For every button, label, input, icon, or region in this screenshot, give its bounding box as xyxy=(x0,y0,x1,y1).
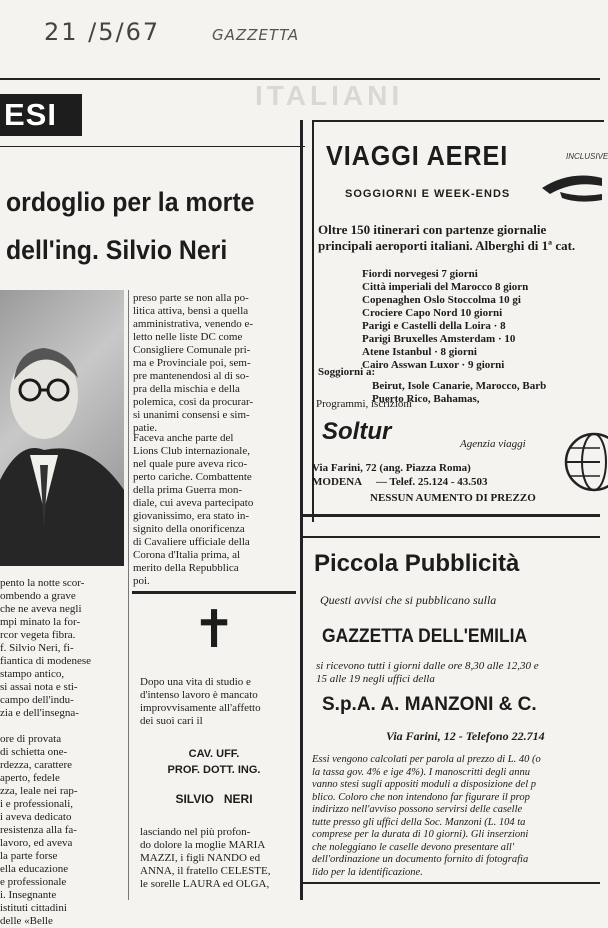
tour-item: Parigi e Castelli della Loira · 8 xyxy=(362,320,506,332)
article-left-column: pento la notte scor- ombendo a grave che ne aveva negli mpi minato la for- rcor vegeta fibra. f. Silvio Neri, fi- fiantica di modenese stampo antico, si assai nota e sti- campo dell'indu- zia e dell'insegna- ore di provata di schietta one- rdezza, carattere aperto, fedele zza, leale nei rap- i e professionali, i aveva dedicato resistenza alla fa- lavoro, ed aveva la parte forse ella educazione e professionale i. Insegnante istituti cittadini delle «Belle xyxy=(0,577,92,927)
tour-item: Atene Istanbul · 8 giorni xyxy=(362,346,477,358)
obituary-title1: CAV. UFF. xyxy=(188,748,240,760)
obituary-name: SILVIO NERI xyxy=(175,792,253,806)
programmi-text: Programmi, iscrizioni xyxy=(316,398,412,410)
tour-item: Parigi Bruxelles Amsterdam · 10 xyxy=(362,333,516,345)
soggiorni-label: Soggiorni a: xyxy=(318,366,376,378)
portrait-figure xyxy=(0,290,124,566)
tour-item: Copenaghen Oslo Stoccolma 10 gi xyxy=(362,294,521,306)
classifieds-address: Via Farini, 12 - Telefono 22.714 xyxy=(386,729,545,743)
bottom-rule xyxy=(300,882,600,884)
classifieds-paper: GAZZETTA DELL'EMILIA xyxy=(322,626,528,647)
classifieds-hours: si ricevono tutti i giorni dalle ore 8,30 alle 12,30 e 15 alle 19 negli uffici della xyxy=(316,660,539,685)
tour-list xyxy=(362,268,528,372)
travel-ad-city: MODENA xyxy=(312,476,363,488)
soggiorni-list: Beirut, Isole Canarie, Marocco, Barb Puerto Rico, Bahamas, xyxy=(372,380,547,405)
classifieds-company: S.p.A. A. MANZONI & C. xyxy=(322,694,537,715)
obituary-title2: PROF. DOTT. ING. xyxy=(167,764,261,776)
obituary-top-rule xyxy=(132,591,296,594)
airplane-logo-icon xyxy=(540,164,602,208)
travel-ad-address: Via Farini, 72 (ang. Piazza Roma) xyxy=(312,462,471,474)
handwritten-date: 21 /5/67 xyxy=(44,18,161,46)
agency-label: Agenzia viaggi xyxy=(460,438,526,450)
classifieds-intro: Questi avvisi che si pubblicano sulla xyxy=(320,593,497,607)
classifieds-terms: Essi vengono calcolati per parola al prezzo di L. 40 (o la tassa gov. 4% e ige 4%). I manoscritti degli annu vanno stesi sugli appositi moduli a disposizione del p blico. Coloro che non intendono far figurare il prop indirizzo nell'avviso possono servirsi delle caselle tutte presso gli uffici della Soc. Manzoni (L. 104 ta comprese per la durata di 10 giorni). Gli inserzioni che noleggiano le caselle devono presentare all' dell'ordinazione un documento fornito di fotografia lido per la identificazione. xyxy=(312,754,541,878)
tour-item: Fiordi norvegesi 7 giorni xyxy=(362,268,478,280)
handwritten-source: GAZZETTA xyxy=(212,26,300,44)
ad-separator xyxy=(300,514,600,517)
cross-icon: ✝ xyxy=(192,602,236,659)
section-header: ESI xyxy=(4,97,57,132)
travel-ad-title: VIAGGI AEREI xyxy=(326,140,509,171)
soltur-brand: Soltur xyxy=(322,418,392,445)
obituary-outro: lasciando nel più profon- do dolore la moglie MARIA MAZZI, i figli NANDO ed ANNA, il fratello CELESTE, le sorelle LAURA ed OLGA, xyxy=(140,826,271,890)
header-rule xyxy=(0,146,305,147)
article-middle-column: preso parte se non alla po- litica attiva, bensì a quella amministrativa, venendo e- letto nelle liste DC come Consigliere Comunale pri- ma e Provinciale poi, sem- pre mantenendosi al di so- pra della mischia e della polemica, così da procurar- si unanimi consensi e sim- patie. xyxy=(133,292,254,434)
travel-ad-phone: — Telef. 25.124 - 43.503 xyxy=(376,476,488,488)
headline-line2: dell'ing. Silvio Neri xyxy=(6,235,228,265)
ghost-header: ITALIANI xyxy=(255,80,404,111)
tour-item: Città imperiali del Marocco 8 giorn xyxy=(362,281,529,293)
travel-ad-subtitle: SOGGIORNI E WEEK-ENDS xyxy=(345,188,511,200)
obituary-intro: Dopo una vita di studio e d'intenso lavoro è mancato improvvisamente all'affetto dei suoi cari il xyxy=(140,676,261,727)
travel-ad-lead: Oltre 150 itinerari con partenze giornalie principali aeroporti italiani. Alberghi di 1ª cat. xyxy=(318,222,576,253)
portrait-photo xyxy=(0,290,124,566)
column-divider xyxy=(128,290,129,900)
tour-item: Cairo Asswan Luxor · 9 giorni xyxy=(362,359,505,371)
article-middle-column-2: Faceva anche parte del Lions Club internazionale, nel quale pure aveva rico- perto cariche. Combattente della prima Guerra mon- diale, cui aveva partecipato giovanissimo, era stato in- signito della onorificenza di Cavaliere ufficiale della Corona d'Italia prima, al merito della Repubblica poi. xyxy=(133,432,254,587)
travel-ad-footer: NESSUN AUMENTO DI PREZZO xyxy=(370,492,536,504)
travel-ad-badge: INCLUSIVE xyxy=(566,152,608,161)
classifieds-title: Piccola Pubblicità xyxy=(314,550,520,577)
tour-item: Crociere Capo Nord 10 giorni xyxy=(362,307,503,319)
globe-icon xyxy=(560,430,600,494)
headline-line1: ordoglio per la morte xyxy=(6,187,255,217)
